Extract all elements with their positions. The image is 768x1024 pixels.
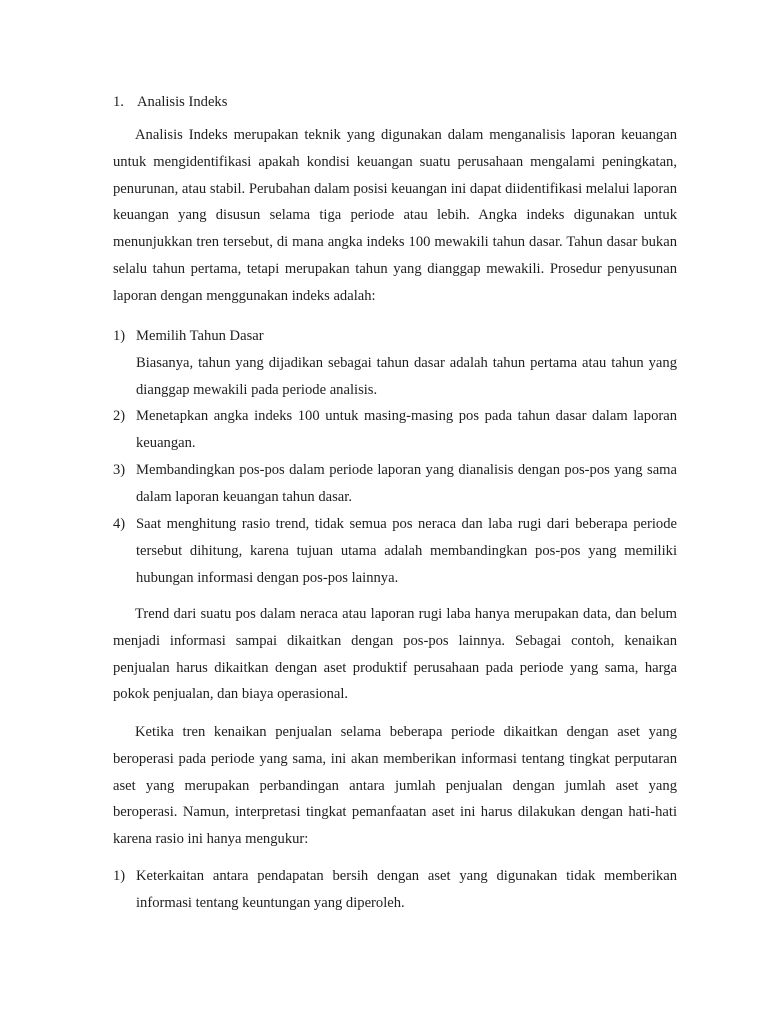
- list-marker: 4): [113, 516, 126, 532]
- list-item: [113, 863, 677, 917]
- list-item-text: Membandingkan pos-pos dalam periode laporan yang dianalisis dengan pos-pos yang sama dalam laporan keuangan tahun dasar.: [136, 462, 677, 505]
- list-marker: 2): [113, 408, 126, 424]
- list-item-text: Keterkaitan antara pendapatan bersih dengan aset yang digunakan tidak memberikan informasi tentang keuntungan yang diperoleh.: [136, 868, 677, 911]
- list-item-text: Menetapkan angka indeks 100 untuk masing-masing pos pada tahun dasar dalam laporan keuangan.: [136, 408, 677, 451]
- list-item-text: Saat menghitung rasio trend, tidak semua pos neraca dan laba rugi dari beberapa periode tersebut dihitung, karena tujuan utama adalah membandingkan pos-pos yang memiliki hubungan informasi dengan pos-pos lainnya.: [136, 516, 677, 586]
- list-item-text: Biasanya, tahun yang dijadikan sebagai tahun dasar adalah tahun pertama atau tahun yang dianggap mewakili pada periode analisis.: [136, 354, 677, 398]
- list-marker: 1): [113, 868, 126, 884]
- section-title: Analisis Indeks: [137, 94, 228, 110]
- section-number: 1.: [113, 94, 124, 110]
- list-item: [113, 511, 677, 591]
- list-marker: 3): [113, 462, 126, 478]
- list-item: [113, 457, 677, 511]
- paragraph-tren-penjualan: Ketika tren kenaikan penjualan selama beberapa periode dikaitkan dengan aset yang beroperasi pada periode yang sama, ini akan memberikan informasi tentang tingkat perputaran aset yang merupakan perbandingan antara jumlah penjualan dengan jumlah aset yang beroperasi. Namun, interpretasi tingkat pemanfaatan aset ini harus dilakukan dengan hati-hati karena rasio ini hanya mengukur:: [113, 724, 677, 848]
- paragraph-trend: Trend dari suatu pos dalam neraca atau laporan rugi laba hanya merupakan data, dan belum menjadi informasi sampai dikaitkan dengan pos-pos lainnya. Sebagai contoh, kenaikan penjualan harus dikaitkan dengan aset produktif perusahaan pada periode yang sama, harga pokok penjualan, dan biaya operasional.: [113, 606, 677, 703]
- paragraph-intro: Analisis Indeks merupakan teknik yang digunakan dalam menganalisis laporan keuangan untuk mengidentifikasi apakah kondisi keuangan suatu perusahaan mengalami peningkatan, penurunan, atau stabil. Perubahan dalam posisi keuangan ini dapat diidentifikasi melalui laporan keuangan yang disusun selama tiga periode atau lebih. Angka indeks digunakan untuk menunjukkan tren tersebut, di mana angka indeks 100 mewakili tahun dasar. Tahun dasar bukan selalu tahun pertama, tetapi merupakan tahun yang dianggap mewakili. Prosedur penyusunan laporan dengan menggunakan indeks adalah:: [113, 127, 677, 304]
- section-heading: [113, 92, 227, 112]
- list-marker: 1): [113, 328, 126, 344]
- list-item-title: Memilih Tahun Dasar: [136, 328, 264, 344]
- list-item: [113, 323, 677, 403]
- list-item: [113, 403, 677, 457]
